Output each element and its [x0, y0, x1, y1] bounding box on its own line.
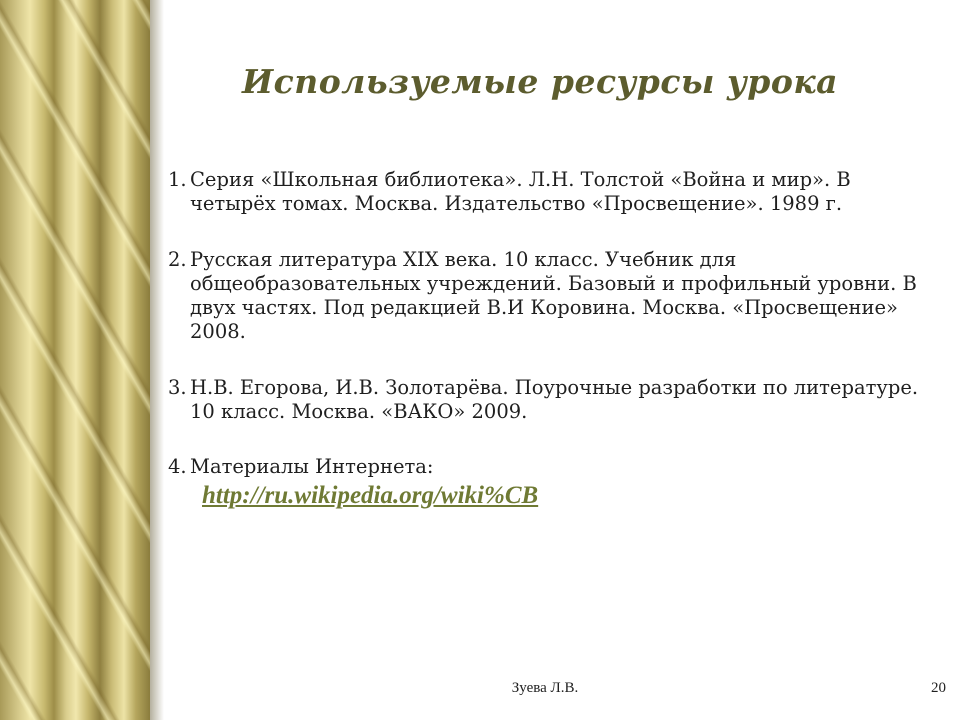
resource-item-4	[168, 455, 940, 479]
resource-number: 2.	[168, 248, 187, 271]
decorative-gold-sidebar	[0, 0, 150, 720]
slide-title: Используемые ресурсы урока	[241, 62, 839, 101]
resource-number: 3.	[168, 376, 187, 399]
slide-number: 20	[931, 680, 946, 696]
resource-text: Н.В. Егорова, И.В. Золотарёва. Поурочные разработки по литературе. 10 класс. Москва. «ВАКО» 2009.	[190, 376, 919, 423]
footer-author: Зуева Л.В.	[511, 680, 579, 696]
resource-item-2	[168, 248, 940, 344]
resource-text: Материалы Интернета:	[190, 455, 434, 478]
resource-item-1	[168, 168, 940, 216]
resource-item-3	[168, 376, 940, 424]
sidebar-shadow	[150, 0, 164, 720]
wikipedia-link[interactable]: http://ru.wikipedia.org/wiki%CB	[202, 482, 539, 509]
resource-text: Русская литература XIX века. 10 класс. Учебник для общеобразовательных учреждений. Базовый и профильный уровни. В двух частях. Под редакцией В.И Коровина. Москва. «Просвещение» 2008.	[190, 248, 917, 343]
resource-number: 4.	[168, 455, 187, 478]
resource-number: 1.	[168, 168, 187, 191]
resource-text: Серия «Школьная библиотека». Л.Н. Толстой «Война и мир». В четырёх томах. Москва. Издательство «Просвещение». 1989 г.	[190, 168, 851, 215]
